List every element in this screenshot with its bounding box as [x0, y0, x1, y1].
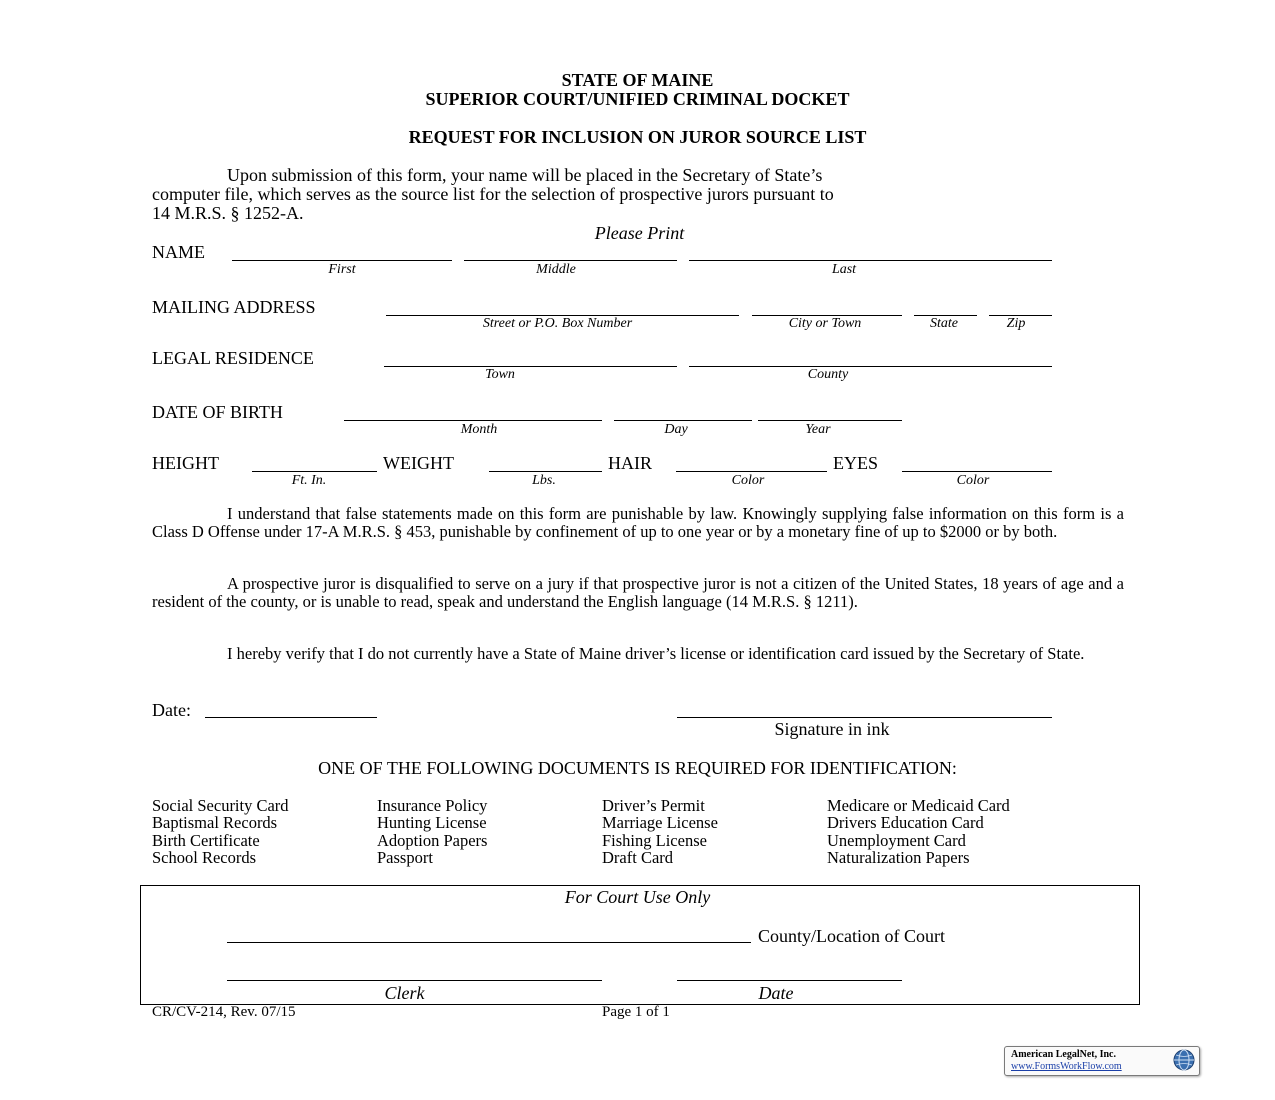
disqualification-text: A prospective juror is disqualified to serve on a jury if that prospective juror is not a citizen of the United States, 18 years of age and a resident of the county, or is unable to read, speak and understand the English language (14 M.R.S. § 1211). [152, 574, 1124, 611]
height-caption: Ft. In. [291, 473, 327, 488]
doc-passport: Passport [377, 848, 433, 867]
birth-year-field[interactable] [758, 420, 902, 421]
mailing-address-label: MAILING ADDRESS [152, 297, 316, 317]
hair-field[interactable] [676, 471, 827, 472]
month-caption: Month [460, 422, 498, 437]
false-statements-paragraph [152, 505, 1124, 540]
doc-baptismal-records: Baptismal Records [152, 813, 278, 832]
verification-text: I hereby verify that I do not currently have a State of Maine driver’s license or identification card issued by the Secretary of State. [227, 644, 1085, 663]
county-location-caption: County/Location of Court [758, 926, 945, 946]
documents-heading: ONE OF THE FOLLOWING DOCUMENTS IS REQUIRED FOR IDENTIFICATION: [318, 758, 957, 778]
eyes-label: EYES [833, 453, 878, 473]
town-caption: Town [485, 367, 515, 382]
state-heading: STATE OF MAINE [561, 70, 714, 90]
intro-line-2: computer file, which serves as the source list for the selection of prospective jurors pursuant to [152, 184, 834, 204]
weight-caption: Lbs. [532, 473, 556, 488]
false-statements-text: I understand that false statements made on this form are punishable by law. Knowingly supplying false information on this form is a Class D Offense under 17-A M.R.S. § 453, punishable by confinement of up to one year or by a monetary fine of up to $2000 or by both. [152, 504, 1124, 541]
court-date-field[interactable] [677, 980, 902, 981]
intro-line-3: 14 M.R.S. § 1252-A. [152, 203, 304, 223]
logo-url-link[interactable]: www.FormsWorkFlow.com [1011, 1061, 1122, 1072]
page-number: Page 1 of 1 [602, 1004, 670, 1020]
first-caption: First [328, 262, 356, 277]
date-of-birth-label: DATE OF BIRTH [152, 402, 283, 422]
hair-caption: Color [731, 473, 765, 488]
doc-naturalization-papers: Naturalization Papers [827, 848, 970, 867]
birth-month-field[interactable] [344, 420, 602, 421]
doc-insurance-policy: Insurance Policy [377, 796, 488, 815]
zip-caption: Zip [1006, 316, 1026, 331]
legal-residence-label: LEGAL RESIDENCE [152, 348, 314, 368]
date-field[interactable] [205, 717, 377, 718]
disqualification-paragraph [152, 575, 1124, 610]
court-date-caption: Date [758, 983, 794, 1003]
middle-name-field[interactable] [464, 260, 677, 261]
weight-field[interactable] [489, 471, 602, 472]
doc-draft-card: Draft Card [602, 848, 674, 867]
doc-school-records: School Records [152, 848, 257, 867]
state-caption: State [930, 316, 958, 331]
intro-line-1: Upon submission of this form, your name will be placed in the Secretary of State’s [227, 165, 823, 185]
height-label: HEIGHT [152, 453, 219, 473]
signature-caption: Signature in ink [774, 719, 890, 739]
doc-marriage-license: Marriage License [602, 813, 718, 832]
doc-drivers-permit: Driver’s Permit [602, 796, 705, 815]
last-name-field[interactable] [689, 260, 1052, 261]
doc-adoption-papers: Adoption Papers [377, 831, 488, 850]
clerk-field[interactable] [227, 980, 602, 981]
logo-company: American LegalNet, Inc. [1011, 1049, 1116, 1060]
globe-icon [1173, 1049, 1195, 1071]
doc-social-security-card: Social Security Card [152, 796, 289, 815]
year-caption: Year [805, 422, 831, 437]
hair-label: HAIR [608, 453, 652, 473]
signature-field[interactable] [677, 717, 1052, 718]
doc-medicare-medicaid-card: Medicare or Medicaid Card [827, 796, 1010, 815]
eyes-caption: Color [956, 473, 990, 488]
court-use-title: For Court Use Only [564, 887, 711, 907]
doc-fishing-license: Fishing License [602, 831, 707, 850]
county-location-field[interactable] [227, 942, 751, 943]
last-caption: Last [831, 262, 857, 277]
form-title: REQUEST FOR INCLUSION ON JUROR SOURCE LIST [408, 127, 867, 147]
city-caption: City or Town [788, 316, 862, 331]
street-caption: Street or P.O. Box Number [482, 316, 633, 331]
verification-paragraph [152, 645, 1124, 663]
eyes-field[interactable] [902, 471, 1052, 472]
court-heading: SUPERIOR COURT/UNIFIED CRIMINAL DOCKET [425, 89, 850, 109]
clerk-caption: Clerk [384, 983, 425, 1003]
weight-label: WEIGHT [383, 453, 454, 473]
date-label: Date: [152, 700, 191, 720]
doc-hunting-license: Hunting License [377, 813, 487, 832]
legalnet-logo [1004, 1046, 1200, 1076]
name-label: NAME [152, 242, 205, 262]
county-caption: County [807, 367, 849, 382]
doc-unemployment-card: Unemployment Card [827, 831, 966, 850]
form-id: CR/CV-214, Rev. 07/15 [152, 1004, 296, 1020]
birth-day-field[interactable] [614, 420, 752, 421]
day-caption: Day [664, 422, 688, 437]
first-name-field[interactable] [232, 260, 452, 261]
height-field[interactable] [252, 471, 377, 472]
doc-drivers-education-card: Drivers Education Card [827, 813, 984, 832]
doc-birth-certificate: Birth Certificate [152, 831, 260, 850]
please-print-note: Please Print [594, 223, 685, 243]
middle-caption: Middle [536, 262, 576, 277]
